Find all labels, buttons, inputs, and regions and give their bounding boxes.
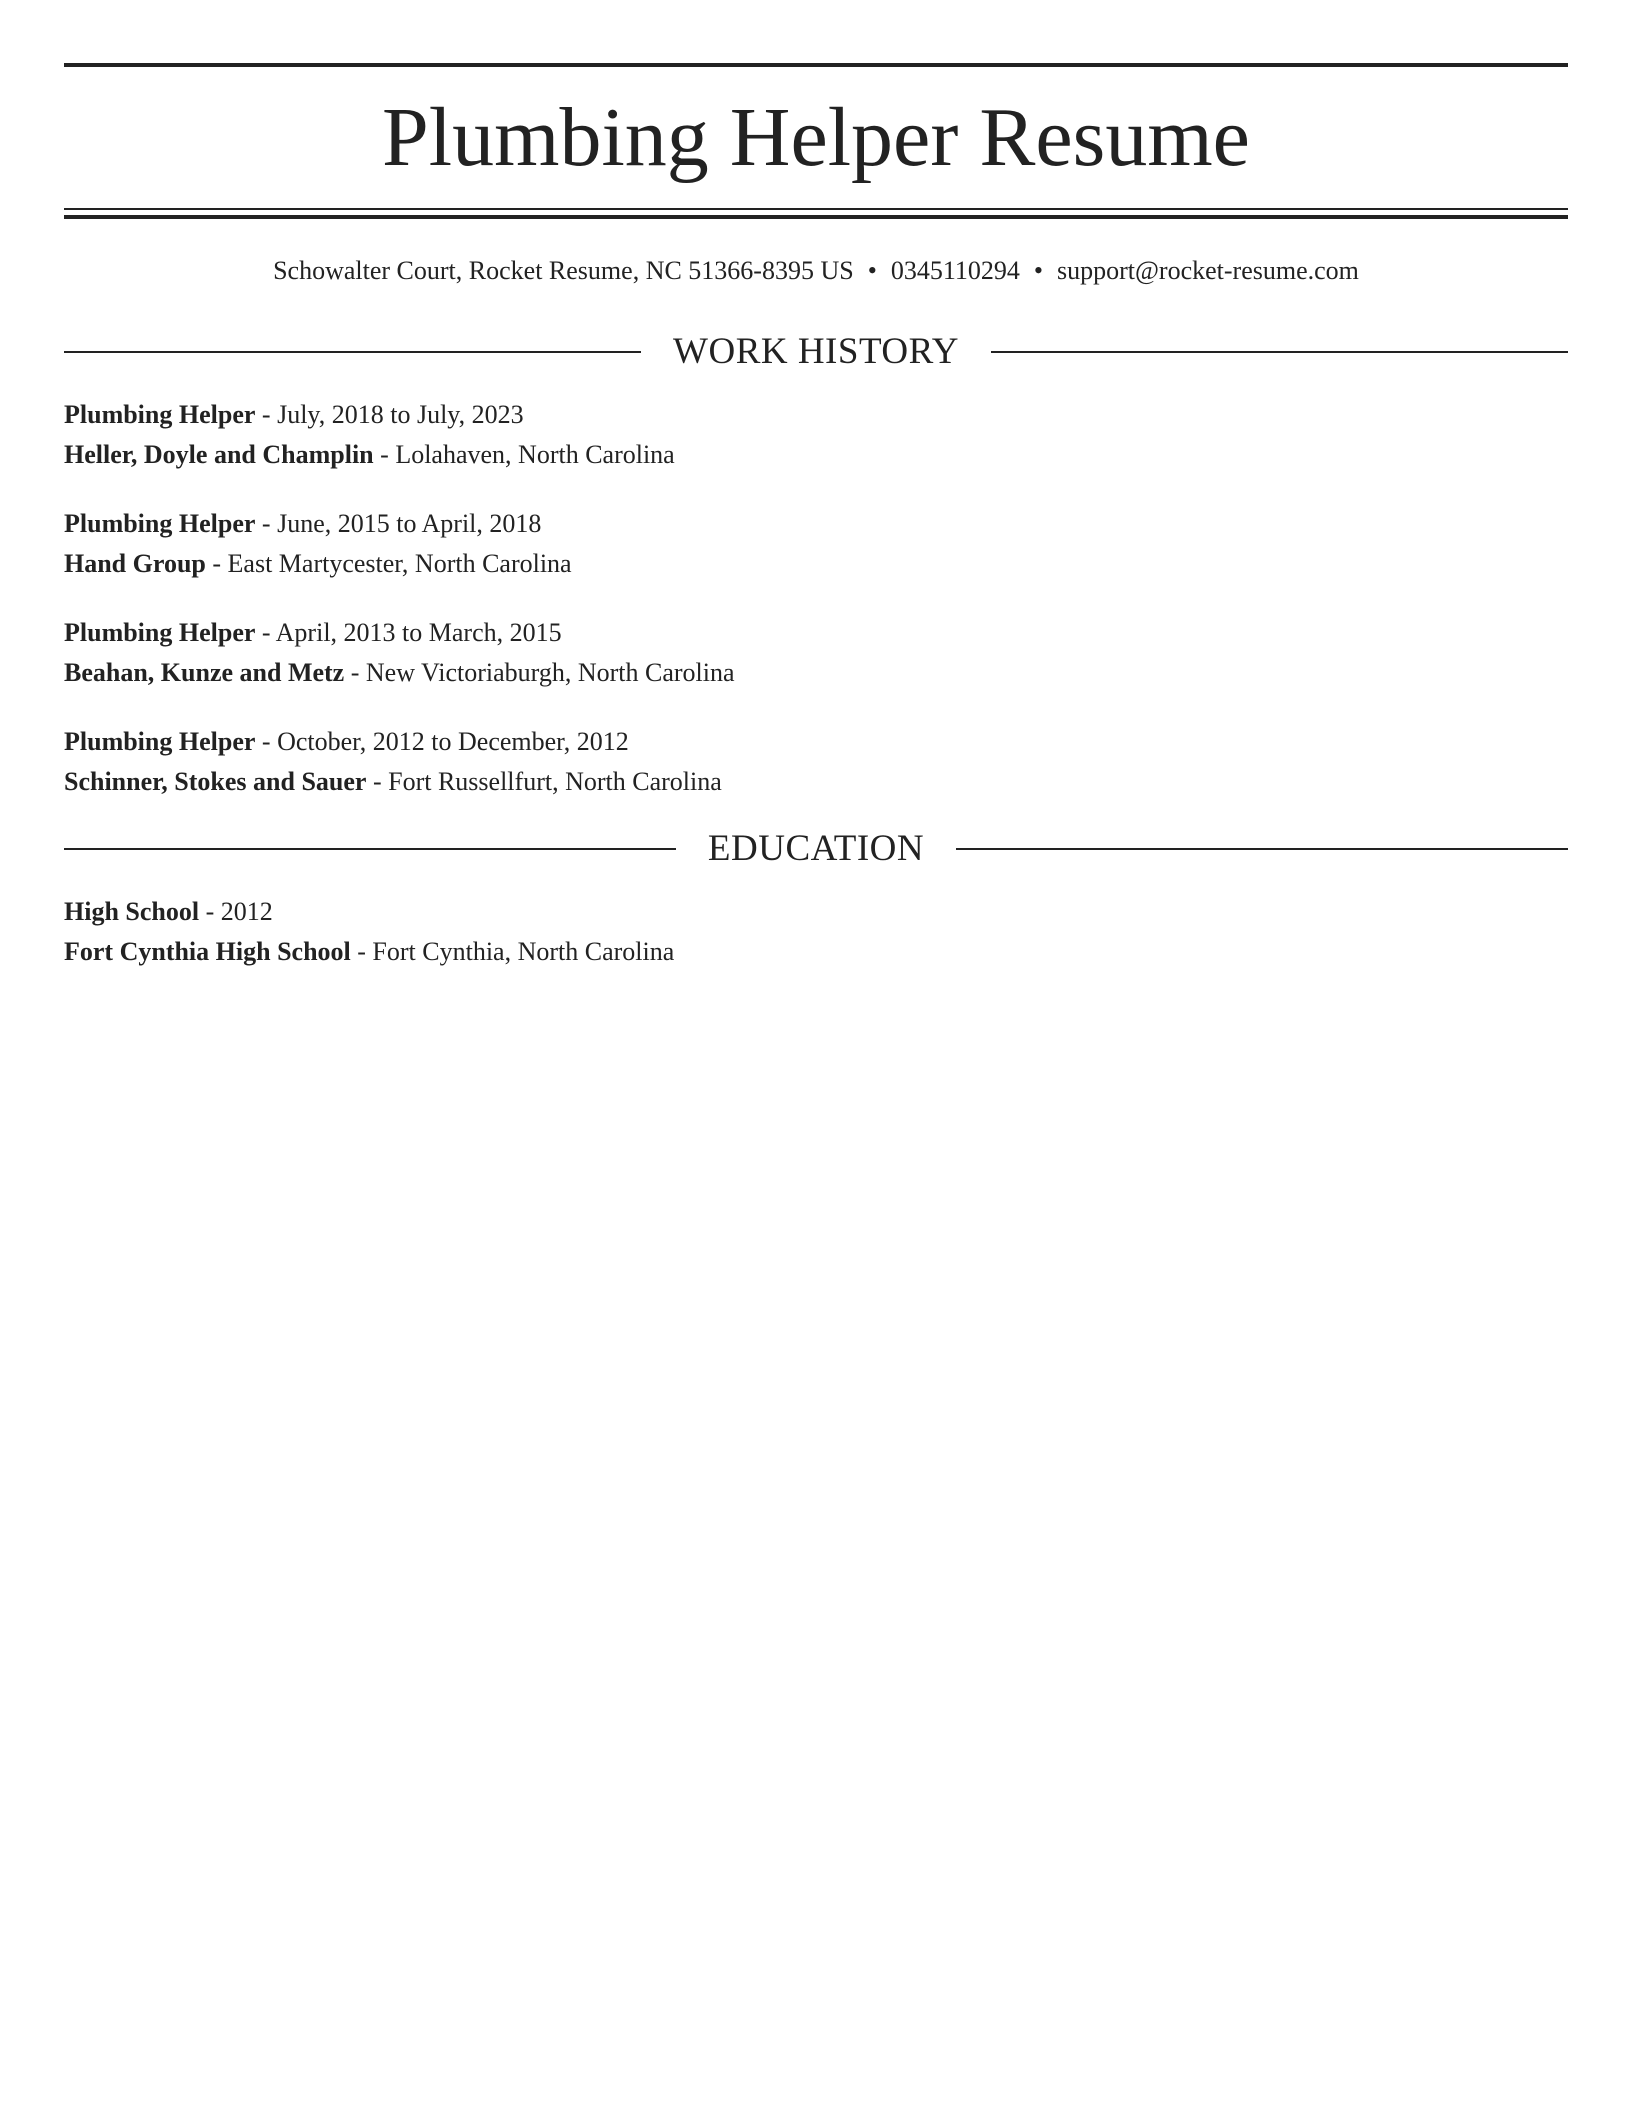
employer-name: Schinner, Stokes and Sauer [64, 767, 367, 796]
school-name: Fort Cynthia High School [64, 937, 351, 966]
education-entry: High School - 2012 Fort Cynthia High School - Fort Cynthia, North Carolina [64, 897, 675, 966]
job-title: Plumbing Helper [64, 727, 256, 756]
contact-separator: • [1033, 256, 1043, 285]
heading-rule-right [956, 848, 1568, 850]
job-dates: July, 2018 to July, 2023 [277, 400, 524, 429]
education-heading [64, 827, 1568, 871]
work-entry: Plumbing Helper - June, 2015 to April, 2018 Hand Group - East Martycester, North Carolina [64, 509, 572, 578]
job-title: Plumbing Helper [64, 618, 256, 647]
education-label: EDUCATION [707, 828, 925, 869]
title-underline-thin [64, 208, 1568, 210]
contact-separator: • [867, 256, 877, 285]
employer-name: Heller, Doyle and Champlin [64, 440, 374, 469]
job-dates: October, 2012 to December, 2012 [277, 727, 629, 756]
work-entry: Plumbing Helper - July, 2018 to July, 2023 Heller, Doyle and Champlin - Lolahaven, North Carolina [64, 400, 675, 469]
employer-location: New Victoriaburgh, North Carolina [365, 658, 735, 687]
graduation-year: 2012 [220, 897, 273, 926]
work-entry: Plumbing Helper - April, 2013 to March, 2015 Beahan, Kunze and Metz - New Victoriaburgh, North Carolina [64, 618, 735, 687]
top-rule [64, 63, 1568, 67]
employer-name: Beahan, Kunze and Metz [64, 658, 345, 687]
work-entry: Plumbing Helper - October, 2012 to December, 2012 Schinner, Stokes and Sauer - Fort Russellfurt, North Carolina [64, 727, 722, 796]
job-title: Plumbing Helper [64, 400, 256, 429]
degree: High School [64, 897, 200, 926]
contact-address: Schowalter Court, Rocket Resume, NC 51366-8395 US [273, 256, 854, 285]
heading-rule-right [991, 351, 1568, 353]
employer-location: Lolahaven, North Carolina [395, 440, 675, 469]
school-location: Fort Cynthia, North Carolina [372, 937, 675, 966]
job-dates: April, 2013 to March, 2015 [275, 618, 562, 647]
contact-email: support@rocket-resume.com [1056, 256, 1359, 285]
heading-rule-left [64, 848, 676, 850]
employer-name: Hand Group [64, 549, 206, 578]
employer-location: East Martycester, North Carolina [227, 549, 572, 578]
employer-location: Fort Russellfurt, North Carolina [388, 767, 722, 796]
job-title: Plumbing Helper [64, 509, 256, 538]
work-history-label: WORK HISTORY [673, 331, 959, 372]
work-history-heading [64, 330, 1568, 374]
heading-rule-left [64, 351, 641, 353]
title-underline-thick [64, 215, 1568, 219]
contact-phone: 0345110294 [890, 256, 1020, 285]
resume-title: Plumbing Helper Resume [382, 91, 1250, 184]
job-dates: June, 2015 to April, 2018 [277, 509, 542, 538]
contact-line [64, 254, 1568, 288]
